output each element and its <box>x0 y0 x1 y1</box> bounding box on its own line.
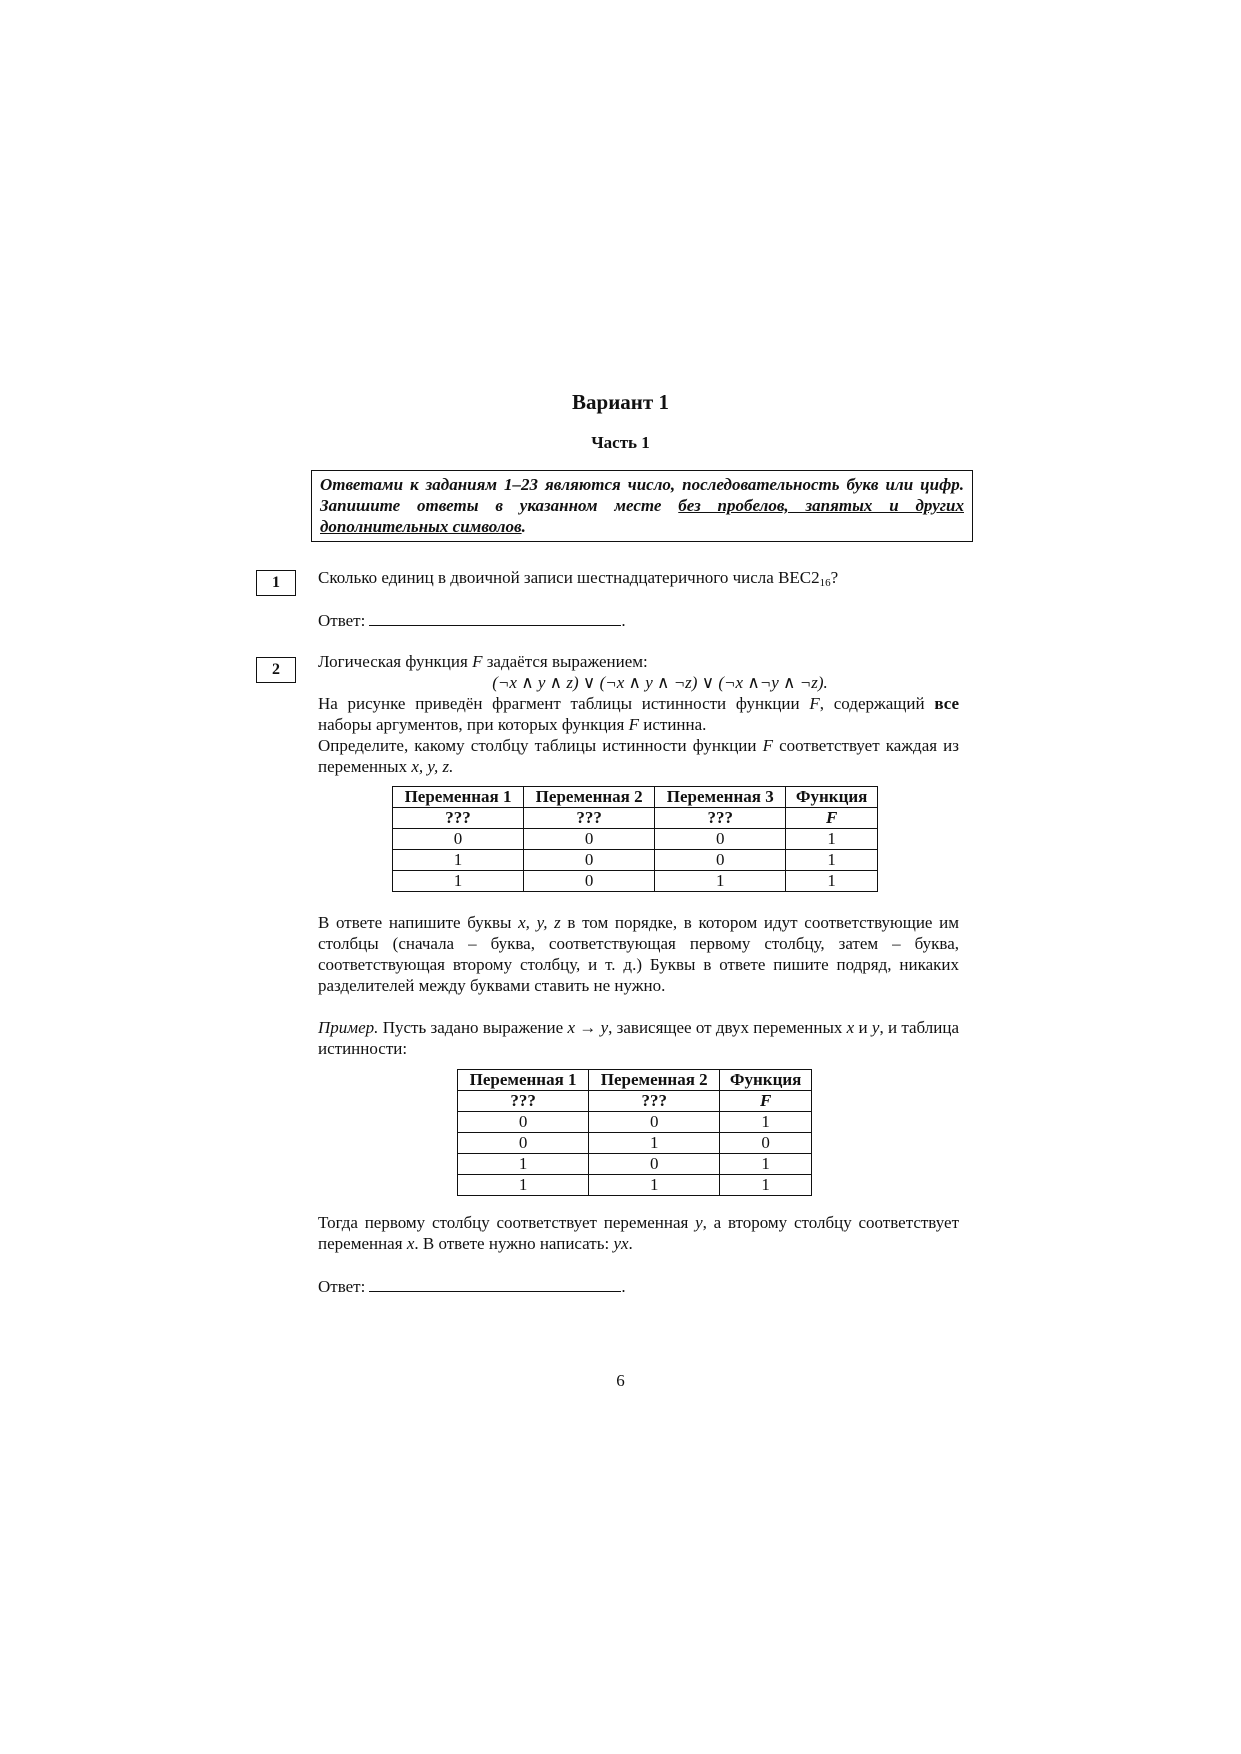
task2-intro: Логическая функция F задаётся выражением: <box>318 652 648 671</box>
table1-cell: 1 <box>393 871 524 892</box>
task1-answer-field[interactable] <box>369 609 621 626</box>
table2-label-cell: ??? <box>458 1091 589 1112</box>
table-row <box>393 829 878 850</box>
task2-para2: Определите, какому столбцу таблицы истинности функции F соответствует каждая из переменных x, y, z. <box>318 736 959 776</box>
task-number-1: 1 <box>256 570 296 596</box>
table-row <box>458 1112 812 1133</box>
table2-cell: 0 <box>458 1112 589 1133</box>
table2-header: Функция <box>720 1070 812 1091</box>
table1-cell: 1 <box>393 850 524 871</box>
table1-cell: 0 <box>524 829 655 850</box>
table2-cell: 0 <box>589 1112 720 1133</box>
table-row <box>458 1154 812 1175</box>
table2-header: Переменная 2 <box>589 1070 720 1091</box>
truth-table-1 <box>392 786 878 892</box>
table2-cell: 1 <box>720 1154 812 1175</box>
task-number-2: 2 <box>256 657 296 683</box>
table-row <box>393 850 878 871</box>
truth-table-2 <box>457 1069 812 1196</box>
task1-subscript: 16 <box>819 577 831 589</box>
table2-cell: 1 <box>720 1175 812 1196</box>
table-row <box>393 871 878 892</box>
table1-cell: 0 <box>524 850 655 871</box>
table1-header: Переменная 3 <box>655 787 786 808</box>
task2-para3: В ответе напишите буквы x, y, z в том порядке, в котором идут соответствующие им столбцы (сначала – буква, соответствующая первому столбцу, затем – буква, соответствующая второму столбцу, и т. д.) Буквы в ответе пишите подряд, никаких разделителей между буквами ставить не нужно. <box>318 913 960 995</box>
task1-question: Сколько единиц в двоичной записи шестнадцатеричного числа $BEC2_{16}$? <box>318 568 839 589</box>
table2-cell: 1 <box>458 1175 589 1196</box>
instructions-end: . <box>521 517 526 536</box>
table1-cell: 0 <box>655 850 786 871</box>
task1-answer-label: Ответ: <box>318 611 366 630</box>
table1-header: Переменная 2 <box>524 787 655 808</box>
table-row <box>458 1133 812 1154</box>
table2-cell: 1 <box>589 1133 720 1154</box>
table2-label-cell: F <box>720 1091 812 1112</box>
table1-cell: 1 <box>786 850 878 871</box>
table1-cell: 1 <box>786 871 878 892</box>
task2-para1: На рисунке приведён фрагмент таблицы истинности функции F, содержащий все наборы аргументов, при которых функция F истинна. <box>318 694 960 734</box>
table1-header: Переменная 1 <box>393 787 524 808</box>
table1-cell: 1 <box>655 871 786 892</box>
table2-label-cell: ??? <box>589 1091 720 1112</box>
table2-cell: 1 <box>720 1112 812 1133</box>
table2-cell: 0 <box>720 1133 812 1154</box>
variant-title: Вариант 1 <box>572 390 669 414</box>
task2-conclusion: Тогда первому столбцу соответствует переменная y, а второму столбцу соответствует переменная x. В ответе нужно написать: yx. <box>318 1213 959 1253</box>
table2-cell: 1 <box>458 1154 589 1175</box>
table1-header: Функция <box>786 787 878 808</box>
table1-label-cell: ??? <box>655 808 786 829</box>
table1-cell: 0 <box>655 829 786 850</box>
example-label: Пример. <box>318 1018 379 1037</box>
instructions-text: Ответами к заданиям 1–23 являются число, последовательность букв или цифр. Запишите ответы в указанном месте <box>320 475 964 515</box>
page-number: 6 <box>616 1371 625 1390</box>
table2-header: Переменная 1 <box>458 1070 589 1091</box>
table-row <box>458 1175 812 1196</box>
task2-formula: (¬x ∧ y ∧ z) ∨ (¬x ∧ y ∧ ¬z) ∨ (¬x ∧¬y ∧ ¬z). <box>492 673 828 692</box>
task2-example: Пример. Пусть задано выражение x → y, зависящее от двух переменных x и y, и таблица истинности: <box>318 1018 960 1058</box>
table1-cell: 1 <box>786 829 878 850</box>
table2-cell: 0 <box>458 1133 589 1154</box>
part-title: Часть 1 <box>591 433 650 452</box>
task2-answer-label: Ответ: <box>318 1277 366 1296</box>
table1-label-cell: ??? <box>393 808 524 829</box>
table2-cell: 1 <box>589 1175 720 1196</box>
task2-answer: Ответ: . <box>318 1277 626 1296</box>
table1-cell: 0 <box>393 829 524 850</box>
table1-cell: 0 <box>524 871 655 892</box>
table1-label-cell: ??? <box>524 808 655 829</box>
instructions-underlined: без пробелов, запятых и других дополнительных символов <box>320 496 964 536</box>
task2-answer-field[interactable] <box>369 1275 621 1292</box>
table2-cell: 0 <box>589 1154 720 1175</box>
instructions-box <box>311 470 973 542</box>
table1-label-cell: F <box>786 808 878 829</box>
task1-answer: Ответ: . <box>318 611 626 630</box>
